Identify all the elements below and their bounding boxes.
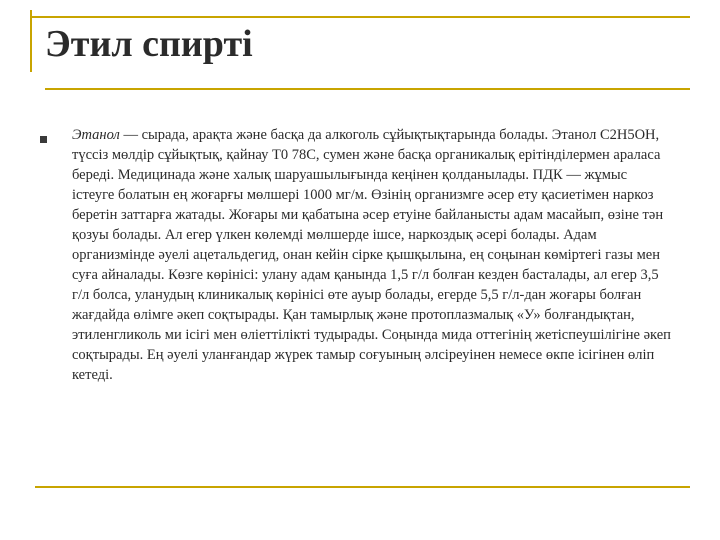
corner-horizontal-rule [30,16,690,18]
title-underline-rule [45,88,690,90]
bottom-rule [35,486,690,488]
slide-body-paragraph [72,125,672,385]
slide-title: Этил спирті [45,23,253,65]
body-text: — сырада, арақта және басқа да алкоголь сұйықтықтарында болады. Этанол C2H5OH, түссіз мөлдір сұйықтық, қайнау Т0 78С, сумен және басқа органикалық ерітінділермен араласа береді. Медицинада және халық шаруашылығында кеңінен қолданылады. ПДК — жұмыс істеуге болатын ең жоғарғы мөлшері 1000 мг/м. Өзінің организмге әсер ету қасиетімен наркоз беретін заттарға жатады. Жоғары ми қабатына әсер етуіне байланысты адам масайып, өзіне тән қозуы болады. Ал егер үлкен көлемді мөлшерде ішсе, наркоздық әсері болады. Адам организмінде әуелі ацетальдегид, онан кейін сірке қышқылына, ең соңынан көміртегі газы мен суға айналады. Көзге көрінісі: улану адам қанында 1,5 г/л болған кезден басталады, ал егер 3,5 г/л болса, уланудың клиникалық көрінісі өте ауыр болады, егерде 5,5 г/л-дан жоғары болған жағдайда өлімге әкеп соқтырады. Қан тамырлық және протоплазмалық «У» болғандықтан, этиленгликоль ми ісігі мен өліеттілікті тудырады. Соңында мида оттегінің жетіспеушілігіне әкеп соқтырады. Ең әуелі уланғандар жүрек тамыр соғуының әлсіреуінен немесе өкпе ісігінен өліп кетеді. [72,127,671,383]
body-lead-term: Этанол [72,127,120,143]
corner-vertical-rule [30,10,32,72]
bullet-square-icon [40,136,47,143]
